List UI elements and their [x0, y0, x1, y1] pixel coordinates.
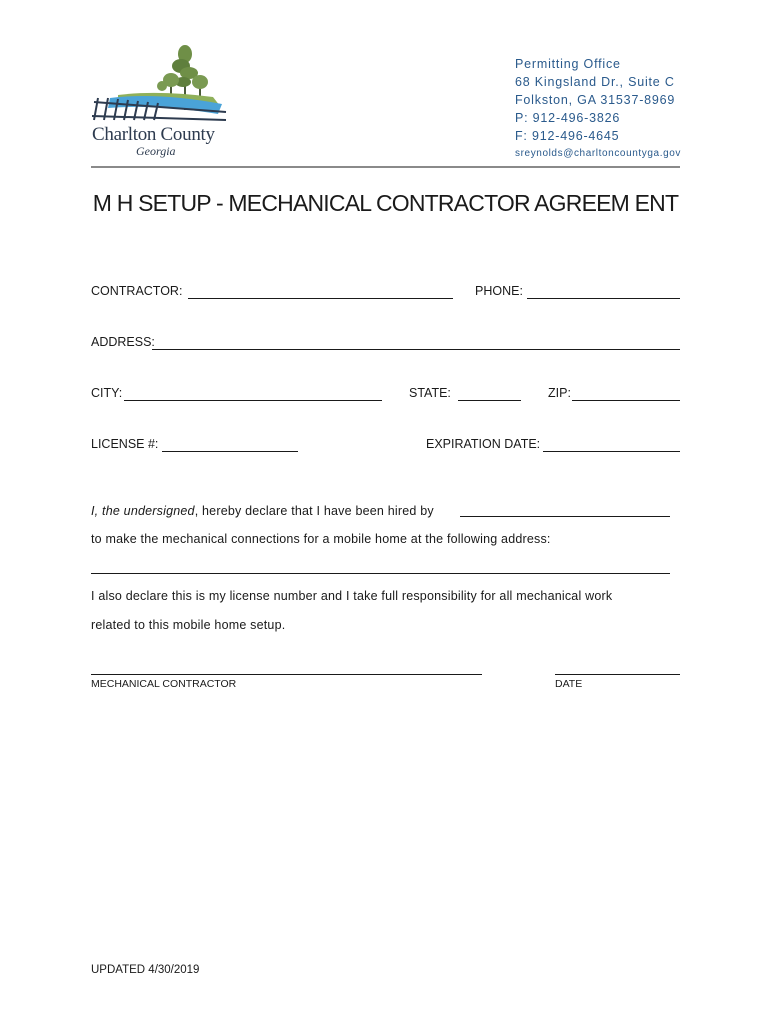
- office-phone: P: 912-496-3826: [515, 111, 621, 125]
- declaration-line-1-text: , hereby declare that I have been hired by: [194, 504, 434, 518]
- office-fax: F: 912-496-4645: [515, 129, 620, 143]
- property-address-field[interactable]: [91, 573, 670, 574]
- header-divider: [91, 166, 680, 168]
- declaration-line-4: related to this mobile home setup.: [91, 618, 286, 632]
- state-label: STATE:: [409, 386, 451, 400]
- hired-by-field[interactable]: [460, 516, 670, 517]
- contractor-field[interactable]: [188, 298, 453, 299]
- address-label: ADDRESS:: [91, 335, 155, 349]
- office-contact-block: [515, 55, 715, 163]
- contractor-signature-field[interactable]: [91, 674, 482, 675]
- document-title: M H SETUP - MECHANICAL CONTRACTOR AGREEM ENT: [92, 190, 679, 216]
- zip-field[interactable]: [572, 400, 680, 401]
- state-field[interactable]: [458, 400, 521, 401]
- mechanical-contractor-label: MECHANICAL CONTRACTOR: [91, 678, 237, 690]
- city-field[interactable]: [124, 400, 382, 401]
- license-label: LICENSE #:: [91, 437, 159, 451]
- logo-subtitle: Georgia: [136, 144, 176, 158]
- updated-footer: UPDATED 4/30/2019: [91, 964, 200, 976]
- logo-title: Charlton County: [92, 124, 215, 145]
- office-address-line2: Folkston, GA 31537-8969: [515, 93, 676, 107]
- phone-label: PHONE:: [475, 284, 523, 298]
- phone-field[interactable]: [527, 298, 680, 299]
- undersigned-text: I, the undersigned: [91, 504, 195, 518]
- address-field[interactable]: [152, 349, 680, 350]
- expiration-date-field[interactable]: [543, 451, 680, 452]
- office-name: Permitting Office: [515, 57, 621, 71]
- zip-label: ZIP:: [548, 386, 571, 400]
- contractor-label: CONTRACTOR:: [91, 284, 183, 298]
- declaration-line-1: [91, 504, 434, 518]
- declaration-line-3: I also declare this is my license number and I take full responsibility for all mechanical work: [91, 589, 613, 603]
- city-label: CITY:: [91, 386, 123, 400]
- expiration-date-label: EXPIRATION DATE:: [426, 437, 541, 451]
- declaration-line-2: to make the mechanical connections for a mobile home at the following address:: [91, 532, 551, 546]
- office-address-line1: 68 Kingsland Dr., Suite C: [515, 75, 675, 89]
- office-email: sreynolds@charltoncountyga.gov: [515, 148, 682, 159]
- signature-date-field[interactable]: [555, 674, 680, 675]
- date-label: DATE: [555, 678, 583, 690]
- license-field[interactable]: [162, 451, 298, 452]
